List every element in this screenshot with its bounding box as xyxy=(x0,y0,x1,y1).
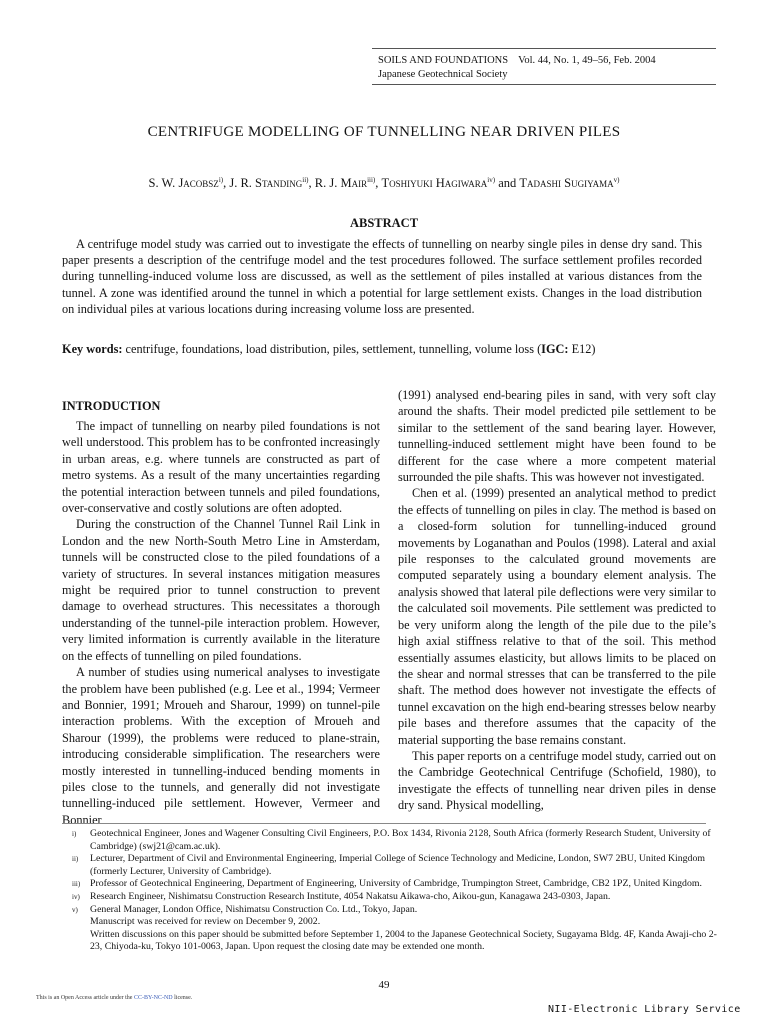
right-column xyxy=(398,387,716,814)
journal-volume: Vol. 44, No. 1, 49–56, Feb. 2004 xyxy=(518,55,656,66)
page-number: 49 xyxy=(378,979,390,991)
intro-paragraph-6: This paper reports on a centrifuge model study, carried out on the Cambridge Geotechnical Centrifuge (Schofield, 1980), to investigate the effects of tunnelling near driven piles in dense dry sand. Physical modelling, xyxy=(398,748,716,813)
received-note: Manuscript was received for review on December 9, 2002. xyxy=(90,916,321,928)
abstract-text: A centrifuge model study was carried out to investigate the effects of tunnelling on nearby single piles in dense dry sand. This paper presents a description of the centrifuge model and the test procedures followed. The surface settlement profiles recorded during tunnelling-induced volume loss are discussed, as well as the settlement of piles installed at various distances from the tunnel. A zone was identified around the tunnel in which a potential for large settlement exists. Changes in the load distribution on individual piles at various locations during increasing volume loss are presented. xyxy=(62,237,702,316)
footnote-item: ii) Lecturer, Department of Civil and Environmental Engineering, Imperial College of Science Technology and Medicine, London, SW7 2BU, United Kingdom (formerly Lecturer, University of Cambridge). xyxy=(72,853,705,877)
license-link[interactable]: CC-BY-NC-ND xyxy=(133,995,173,1001)
footnote-item: iii) Professor of Geotechnical Engineering, Department of Engineering, University of Cambridge, Trumpington Street, Cambridge, CB2 1PZ, United Kingdom. xyxy=(72,878,702,890)
journal-header xyxy=(378,55,656,66)
journal-name: SOILS AND FOUNDATIONS xyxy=(378,55,509,66)
footnote-item: v) General Manager, London Office, Nishimatsu Construction Co. Ltd., Tokyo, Japan. xyxy=(72,903,418,915)
author-1: S. W. Jacobsz$^{i)}$, xyxy=(148,176,230,191)
footnote-item: i) Geotechnical Engineer, Jones and Wagener Consulting Civil Engineers, P.O. Box 1434, Rivonia 2128, South Africa (formerly Research Student, University of Cambridge) (swj21@cam.ac.uk). xyxy=(72,828,711,852)
intro-paragraph-4: (1991) analysed end-bearing piles in sand, with very soft clay around the shafts. Their model predicted pile settlement to be similar to the settlement of the sand bearing layer. However, tunnelling-induced settlement might have been found to be different for the case where a more competent material surrounded the pile shafts. This was however not investigated. xyxy=(398,388,716,485)
intro-paragraph-1: The impact of tunnelling on nearby piled foundations is not well understood. This problem has to be confronted increasingly in urban areas, e.g. where tunnels are constructed as part of metro systems. As a result of the many uncertainties regarding the potential interaction between tunnels and piled foundations, over-conservative and costly solutions are often adopted. xyxy=(62,419,380,516)
author-list xyxy=(0,176,768,191)
intro-paragraph-5: Chen et al. (1999) presented an analytical method to predict the effects of tunnelling on piles in clay. The method is based on a closed-form solution for tunnelling-induced ground movements by Loganathan and Poulos (1998). Lateral and axial pile responses to the calculated ground movements are computed separately using a boundary element analysis. The analysis showed that lateral pile deflections were very similar to the calculated soil movements. Pile settlement was predicted to be very uniform along the length of the pile due to the pile’s high axial stiffness relative to that of the soil. This method essentially assumes elasticity, but allows limits to be placed on the shear and normal stresses that can be transferred to the pile shaft. The method does however not investigate the effects of tunnel excavation on the high end-bearing stresses below nearby pile bases and therefore assumes that the capacity of the material supporting the base remains constant. xyxy=(398,486,716,747)
footnote-item: iv) Research Engineer, Nishimatsu Construction Research Institute, 4054 Nakatsu Aikawa-cho, Aikou-gun, Kanagawa 243-0303, Japan. xyxy=(72,890,611,902)
paper-title: CENTRIFUGE MODELLING OF TUNNELLING NEAR DRIVEN PILES xyxy=(147,124,621,140)
open-access-notice: This is an Open Access article under the CC-BY-NC-ND license. xyxy=(36,995,193,1001)
left-column xyxy=(62,418,380,828)
header-rule-top xyxy=(372,48,716,49)
author-2: J. R. Standing$^{ii)}$, xyxy=(229,176,315,191)
footnote-rule xyxy=(62,823,706,824)
author-5: Tadashi Sugiyama$^{v)}$ xyxy=(519,176,620,191)
footnotes xyxy=(62,828,722,954)
intro-paragraph-3: A number of studies using numerical analyses to investigate the problem have been published (e.g. Lee et al., 1994; Vermeer and Bonnier, 1991; Mroueh and Sharour, 1999) on tunnel-pile interaction problems. With the exception of Mroueh and Sharour (1999), the problems were reduced to plane-strain, introducing considerable simplification. The researchers were mostly interested in tunnelling-induced bending moments in piles close to the tunnels, and generally did not investigate tunnelling-induced pile settlement. However, Vermeer and Bonnier xyxy=(62,665,380,827)
header-rule-bottom xyxy=(372,84,716,85)
nii-service-label: NII-Electronic Library Service xyxy=(548,1004,741,1015)
keywords-line: Key words: centrifuge, foundations, load distribution, piles, settlement, tunnelling, volume loss (IGC: E12) xyxy=(62,342,596,356)
author-3: R. J. Mair$^{iii)}$, xyxy=(314,176,382,191)
intro-paragraph-2: During the construction of the Channel Tunnel Rail Link in London and the new North-South Metro Line in Amsterdam, tunnels will be constructed close to the piled foundations of a variety of structures. In several instances mitigation measures might be required prior to tunnel construction to prevent damage to overhead structures. This necessitates a thorough understanding of the tunnel-pile interaction problem. However, very limited information is currently available in the literature on the effects of tunnelling on piled foundations. xyxy=(62,517,380,663)
society-name: Japanese Geotechnical Society xyxy=(378,69,508,80)
discussion-note: Written discussions on this paper should be submitted before September 1, 2004 to the Japanese Geotechnical Society, Sugayama Bldg. 4F, Kanda Awaji-cho 2-23, Chiyoda-ku, Tokyo 101-0063, Japan. Upon request the closing date may be extended one month. xyxy=(90,928,717,953)
author-4: Toshiyuki Hagiwara$^{iv)}$ and xyxy=(381,176,520,191)
introduction-heading: INTRODUCTION xyxy=(62,399,161,413)
abstract-heading: ABSTRACT xyxy=(349,216,419,230)
